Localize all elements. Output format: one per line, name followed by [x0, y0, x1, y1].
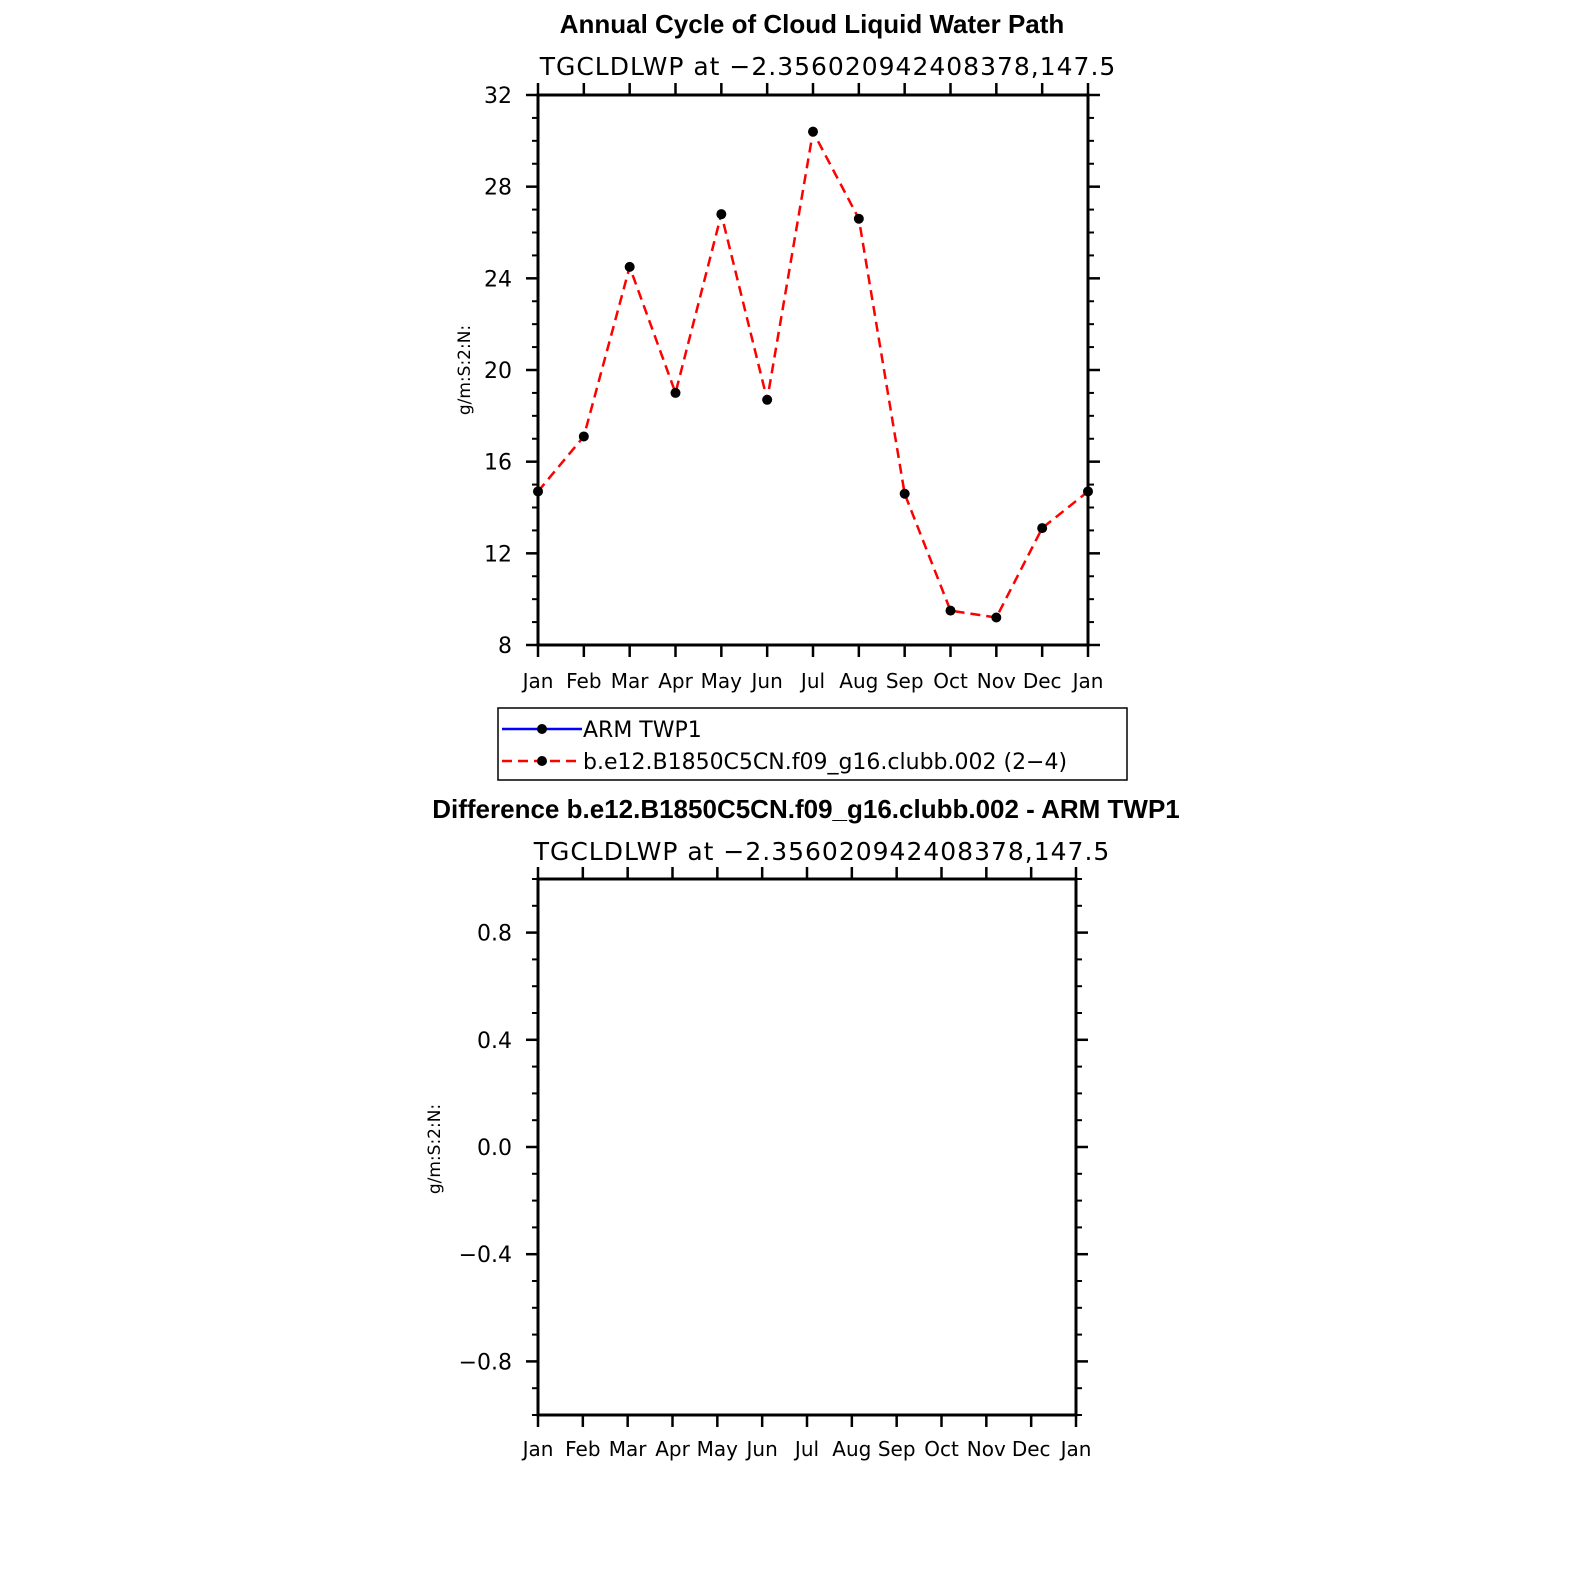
data-point	[1083, 486, 1093, 496]
x-tick-label: Jul	[794, 1437, 820, 1461]
chart-title: Difference b.e12.B1850C5CN.f09_g16.clubb.002 - ARM TWP1	[432, 794, 1180, 824]
data-point	[716, 209, 726, 219]
data-point	[854, 214, 864, 224]
x-tick-labels	[521, 669, 1104, 693]
y-tick-labels	[459, 922, 512, 1376]
x-tick-label: Aug	[839, 669, 879, 693]
x-tick-label: May	[700, 669, 743, 693]
series-line	[538, 132, 1088, 618]
legend-marker-model	[537, 756, 547, 766]
x-tick-label: Jan	[1060, 1437, 1092, 1461]
data-point	[625, 262, 635, 272]
chart-subtitle: TGCLDLWP at −2.356020942408378,147.5	[533, 837, 1111, 866]
x-tick-label: Feb	[565, 1437, 601, 1461]
y-tick-label: 28	[484, 175, 512, 201]
x-tick-label: May	[696, 1437, 739, 1461]
y-tick-label: 0.4	[477, 1028, 512, 1054]
data-point	[1037, 523, 1047, 533]
legend-label-model: b.e12.B1850C5CN.f09_g16.clubb.002 (2−4)	[583, 750, 1068, 775]
x-tick-label: Jun	[751, 669, 783, 693]
legend-label-arm: ARM TWP1	[583, 718, 702, 743]
y-tick-label: 0.0	[477, 1136, 512, 1161]
x-tick-label: Sep	[885, 669, 924, 693]
difference-chart	[425, 794, 1180, 1461]
y-tick-label: 32	[484, 84, 512, 109]
x-tick-label: Apr	[658, 669, 693, 693]
data-point	[533, 486, 543, 496]
data-point	[900, 489, 910, 499]
x-tick-label: Feb	[566, 669, 602, 693]
chart-title: Annual Cycle of Cloud Liquid Water Path	[559, 9, 1065, 39]
data-point	[808, 127, 818, 137]
x-tick-label: Jun	[746, 1437, 778, 1461]
y-tick-label: 20	[484, 359, 512, 384]
x-tick-labels	[521, 1437, 1092, 1461]
data-point	[946, 606, 956, 616]
data-point	[991, 613, 1001, 623]
y-tick-label: 16	[484, 450, 512, 476]
annual-cycle-chart	[455, 9, 1127, 780]
x-tick-label: Sep	[877, 1437, 916, 1461]
chart-subtitle: TGCLDLWP at −2.356020942408378,147.5	[539, 52, 1117, 81]
plot-frame	[538, 95, 1088, 645]
data-point	[579, 431, 589, 441]
x-tick-label: Oct	[933, 669, 968, 693]
y-tick-label: −0.4	[458, 1243, 512, 1269]
y-tick-label: 0.8	[477, 921, 512, 947]
x-tick-label: Jan	[522, 669, 554, 693]
y-tick-labels	[484, 84, 512, 659]
legend-marker-arm	[537, 724, 547, 734]
axis-ticks	[526, 867, 1088, 1427]
x-tick-label: Jan	[1072, 669, 1104, 693]
y-tick-label: −0.8	[458, 1350, 512, 1376]
x-tick-label: Dec	[1011, 1437, 1051, 1461]
axis-ticks	[526, 83, 1100, 657]
legend	[498, 708, 1127, 780]
x-tick-label: Jan	[522, 1437, 554, 1461]
y-axis-label: g/m:S:2:N:	[425, 1103, 445, 1195]
x-tick-label: Oct	[924, 1437, 959, 1461]
x-tick-label: Aug	[832, 1437, 872, 1461]
x-tick-label: Mar	[610, 669, 649, 693]
y-tick-label: 8	[498, 634, 512, 659]
x-tick-label: Dec	[1022, 669, 1062, 693]
x-tick-label: Jul	[800, 669, 826, 693]
y-axis-label: g/m:S:2:N:	[455, 324, 475, 416]
x-tick-label: Mar	[608, 1437, 647, 1461]
y-tick-label: 24	[484, 267, 512, 293]
x-tick-label: Nov	[976, 669, 1016, 693]
x-tick-label: Apr	[655, 1437, 690, 1461]
plot-frame	[538, 879, 1076, 1415]
series-group	[533, 127, 1093, 623]
data-point	[762, 395, 772, 405]
x-tick-label: Nov	[966, 1437, 1006, 1461]
data-point	[671, 388, 681, 398]
y-tick-label: 12	[484, 542, 512, 568]
